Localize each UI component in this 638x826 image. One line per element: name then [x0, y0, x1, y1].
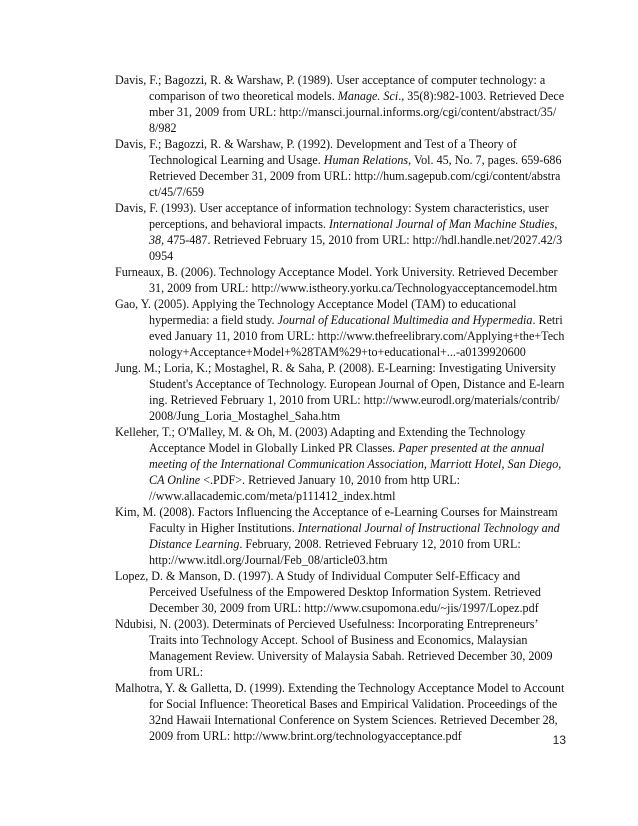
reference-entry [115, 72, 565, 136]
reference-italic: Human Relations [323, 153, 409, 167]
reference-text-tail: ., 35(8):982-1003. Retrieved December 31, 2009 from URL: http://mansci.journal.informs.org/cgi/content/abstract/35/8/982 [149, 89, 565, 135]
reference-italic: Manage. Sci [337, 89, 399, 103]
reference-text-tail: , Vol. 45, No. 7, pages. 659-686 Retrieved December 31, 2009 from URL: http://hum.sagepub.com/cgi/content/abstract/45/7/659 [149, 153, 562, 199]
reference-italic: Paper presented at the annual meeting of the International Communication Association, Marriott Hotel, San Diego, CA Online [149, 441, 562, 487]
reference-text: Jung. M.; Loria, K.; Mostaghel, R. & Saha, P. (2008). E-Learning: Investigating University Student's Acceptance of Technology. European Journal of Open, Distance and E-learning. Retrieved February 1, 2010 from URL: http://www.eurodl.org/materials/contrib/2008/Jung_Loria_Mostaghel_Saha.htm [115, 361, 565, 423]
reference-text: Malhotra, Y. & Galletta, D. (1999). Extending the Technology Acceptance Model to Account for Social Influence: Theoretical Bases and Empirical Validation. Proceedings of the 32nd Hawaii International Conference on System Sciences. Retrieved December 28, 2009 from URL: http://www.brint.org/technologyacceptance.pdf [115, 681, 565, 743]
reference-text-tail: . Retrieved January 11, 2010 from URL: http://www.thefreelibrary.com/Applying+the+Technology+Acceptance+Model+%28TAM%29+to+educational+...-a0139920600 [149, 313, 565, 359]
reference-italic: Journal of Educational Multimedia and Hypermedia [277, 313, 533, 327]
reference-text: Davis, F.; Bagozzi, R. & Warshaw, P. (1992). Development and Test of a Theory of Technological Learning and Usage. [115, 137, 517, 167]
reference-text: Kelleher, T.; O'Malley, M. & Oh, M. (2003) Adapting and Extending the Technology Acceptance Model in Globally Linked PR Classes. [115, 425, 526, 455]
page-number: 13 [552, 733, 566, 747]
reference-entry [115, 680, 565, 744]
reference-entry [115, 504, 565, 568]
reference-text: Ndubisi, N. (2003). Determinats of Percieved Usefulness: Incorporating Entrepreneurs’ Traits into Technology Accept. School of Business and Economics, Malaysian Management Review. University of Malaysia Sabah. Retrieved December 30, 2009 from URL: [115, 617, 553, 679]
reference-entry [115, 200, 565, 264]
reference-entry [115, 136, 565, 200]
reference-entry [115, 616, 565, 680]
reference-entry [115, 424, 565, 504]
reference-italic: International Journal of Instructional Technology and Distance Learning [149, 521, 560, 551]
reference-text: Furneaux, B. (2006). Technology Acceptance Model. York University. Retrieved December 31, 2009 from URL: http://www.istheory.yorku.ca/Technologyacceptancemodel.htm [115, 265, 558, 295]
reference-italic: International Journal of Man Machine Studies, 38 [149, 217, 558, 247]
reference-entry [115, 568, 565, 616]
reference-text: Kim, M. (2008). Factors Influencing the Acceptance of e-Learning Courses for Mainstream Faculty in Higher Institutions. [115, 505, 558, 535]
reference-text-tail: <.PDF>. Retrieved January 10, 2010 from http URL: //www.allacademic.com/meta/p111412_index.html [149, 473, 461, 503]
reference-text-tail: , 475-487. Retrieved February 15, 2010 from URL: http://hdl.handle.net/2027.42/30954 [149, 233, 563, 263]
reference-entry [115, 264, 565, 296]
reference-text: Davis, F. (1993). User acceptance of information technology: System characteristics, user perceptions, and behavioral impacts. [115, 201, 549, 231]
reference-entry [115, 296, 565, 360]
reference-text-tail: . February, 2008. Retrieved February 12, 2010 from URL: http://www.itdl.org/Journal/Feb_08/article03.htm [149, 537, 521, 567]
reference-entry [115, 360, 565, 424]
reference-list [115, 72, 565, 744]
reference-text: Davis, F.; Bagozzi, R. & Warshaw, P. (1989). User acceptance of computer technology: a comparison of two theoretical models. [115, 73, 546, 103]
reference-text: Gao, Y. (2005). Applying the Technology Acceptance Model (TAM) to educational hypermedia: a field study. [115, 297, 517, 327]
reference-text: Lopez, D. & Manson, D. (1997). A Study of Individual Computer Self-Efficacy and Perceived Usefulness of the Empowered Desktop Information System. Retrieved December 30, 2009 from URL: http://www.csupomona.edu/~jis/1997/Lopez.pdf [115, 569, 541, 615]
